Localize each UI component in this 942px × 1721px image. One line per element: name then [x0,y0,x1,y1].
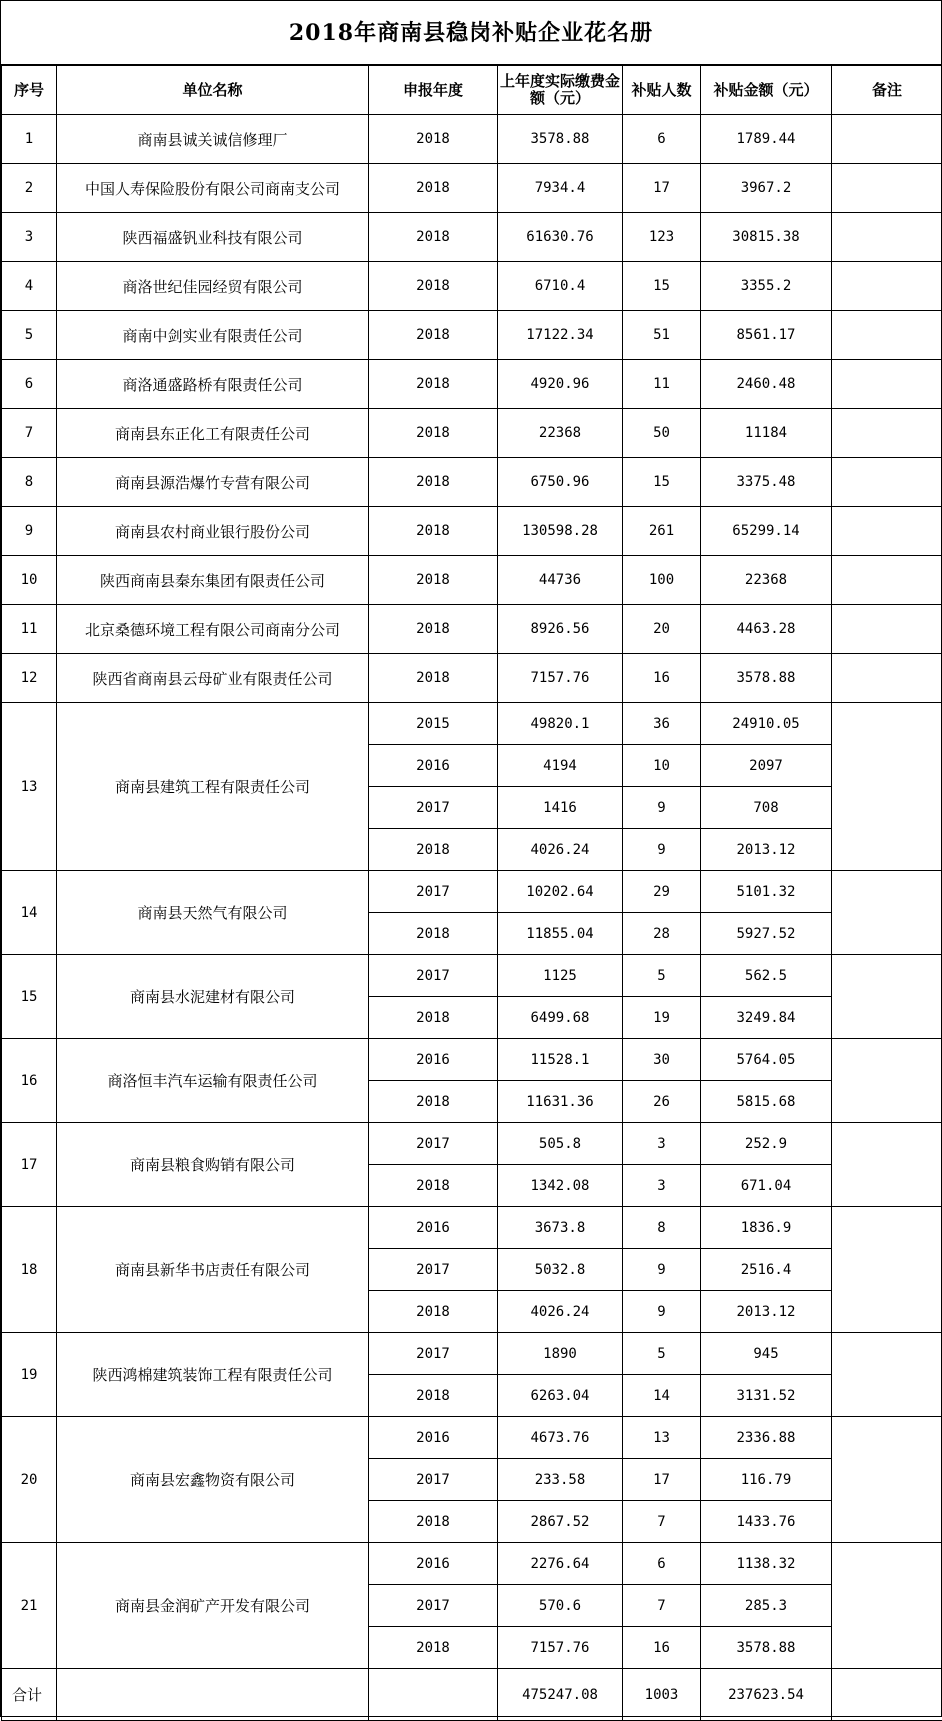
subsidy-amount: 1836.9 [701,1207,832,1249]
total-people: 1003 [623,1669,701,1721]
paid-amount: 1342.08 [498,1165,623,1207]
row-number: 14 [2,871,57,955]
report-year: 2016 [369,1543,498,1585]
subsidy-people: 29 [623,871,701,913]
report-year: 2018 [369,360,498,409]
table-body [2,115,942,1669]
subsidy-amount: 252.9 [701,1123,832,1165]
paid-amount: 49820.1 [498,703,623,745]
paid-amount: 130598.28 [498,507,623,556]
remark [832,507,942,556]
table-row [2,458,942,507]
header-name: 单位名称 [57,66,369,115]
header-remark: 备注 [832,66,942,115]
row-number: 18 [2,1207,57,1333]
report-year: 2018 [369,1627,498,1669]
row-number: 3 [2,213,57,262]
remark [832,871,942,955]
remark [832,409,942,458]
company-name: 商南县宏鑫物资有限公司 [57,1417,369,1543]
report-year: 2018 [369,115,498,164]
table-row [2,262,942,311]
paid-amount: 61630.76 [498,213,623,262]
subsidy-amount: 5764.05 [701,1039,832,1081]
subsidy-people: 6 [623,115,701,164]
report-year: 2016 [369,1207,498,1249]
paid-amount: 3673.8 [498,1207,623,1249]
report-year: 2018 [369,262,498,311]
remark [832,955,942,1039]
report-year: 2016 [369,1417,498,1459]
table-row [2,556,942,605]
subsidy-amount: 945 [701,1333,832,1375]
row-number: 8 [2,458,57,507]
paid-amount: 6499.68 [498,997,623,1039]
total-year-cell [369,1669,498,1721]
row-number: 4 [2,262,57,311]
report-year: 2018 [369,164,498,213]
header-row [2,66,942,115]
subsidy-amount: 8561.17 [701,311,832,360]
paid-amount: 4026.24 [498,829,623,871]
total-label: 合计 [2,1669,57,1721]
subsidy-amount: 11184 [701,409,832,458]
table-row [2,654,942,703]
paid-amount: 3578.88 [498,115,623,164]
table-row [2,871,942,913]
report-year: 2018 [369,1165,498,1207]
report-year: 2018 [369,409,498,458]
remark [832,1207,942,1333]
subsidy-people: 28 [623,913,701,955]
table-row [2,1417,942,1459]
page-title: 2018年商南县稳岗补贴企业花名册 [1,1,941,65]
report-year: 2017 [369,1459,498,1501]
total-subsidy: 237623.54 [701,1669,832,1721]
subsidy-people: 10 [623,745,701,787]
row-number: 15 [2,955,57,1039]
paid-amount: 4673.76 [498,1417,623,1459]
subsidy-amount: 30815.38 [701,213,832,262]
header-people: 补贴人数 [623,66,701,115]
row-number: 20 [2,1417,57,1543]
table-row [2,164,942,213]
company-name: 陕西福盛钒业科技有限公司 [57,213,369,262]
subsidy-amount: 1789.44 [701,115,832,164]
row-number: 2 [2,164,57,213]
subsidy-amount: 3249.84 [701,997,832,1039]
row-number: 19 [2,1333,57,1417]
subsidy-people: 261 [623,507,701,556]
subsidy-amount: 2013.12 [701,1291,832,1333]
paid-amount: 7934.4 [498,164,623,213]
subsidy-people: 100 [623,556,701,605]
row-number: 12 [2,654,57,703]
subsidy-amount: 3578.88 [701,1627,832,1669]
company-name: 商南中剑实业有限责任公司 [57,311,369,360]
subsidy-amount: 24910.05 [701,703,832,745]
row-number: 5 [2,311,57,360]
paid-amount: 10202.64 [498,871,623,913]
table-row [2,1207,942,1249]
report-year: 2018 [369,605,498,654]
subsidy-people: 8 [623,1207,701,1249]
remark [832,1333,942,1417]
table-row [2,360,942,409]
subsidy-people: 3 [623,1165,701,1207]
paid-amount: 11855.04 [498,913,623,955]
row-number: 16 [2,1039,57,1123]
company-name: 陕西省商南县云母矿业有限责任公司 [57,654,369,703]
subsidy-amount: 22368 [701,556,832,605]
report-year: 2017 [369,1585,498,1627]
paid-amount: 6710.4 [498,262,623,311]
subsidy-people: 9 [623,1249,701,1291]
company-name: 商南县金润矿产开发有限公司 [57,1543,369,1669]
total-remark [832,1669,942,1721]
subsidy-people: 17 [623,1459,701,1501]
subsidy-people: 9 [623,1291,701,1333]
subsidy-people: 7 [623,1501,701,1543]
remark [832,1039,942,1123]
remark [832,458,942,507]
paid-amount: 4920.96 [498,360,623,409]
subsidy-people: 36 [623,703,701,745]
subsidy-amount: 285.3 [701,1585,832,1627]
subsidy-people: 6 [623,1543,701,1585]
paid-amount: 4194 [498,745,623,787]
header-subsidy: 补贴金额（元） [701,66,832,115]
subsidy-amount: 1433.76 [701,1501,832,1543]
subsidy-amount: 3375.48 [701,458,832,507]
subsidy-amount: 3967.2 [701,164,832,213]
table-row [2,1039,942,1081]
subsidy-amount: 5815.68 [701,1081,832,1123]
subsidy-amount: 3355.2 [701,262,832,311]
subsidy-amount: 671.04 [701,1165,832,1207]
subsidy-people: 7 [623,1585,701,1627]
paid-amount: 4026.24 [498,1291,623,1333]
table-row [2,1543,942,1585]
header-year: 申报年度 [369,66,498,115]
report-year: 2018 [369,1291,498,1333]
company-name: 商南县建筑工程有限责任公司 [57,703,369,871]
subsidy-people: 123 [623,213,701,262]
table-row [2,409,942,458]
subsidy-amount: 708 [701,787,832,829]
row-number: 17 [2,1123,57,1207]
paid-amount: 7157.76 [498,654,623,703]
subsidy-table [1,65,942,1721]
remark [832,164,942,213]
remark [832,360,942,409]
subsidy-people: 15 [623,458,701,507]
row-number: 7 [2,409,57,458]
subsidy-amount: 4463.28 [701,605,832,654]
subsidy-amount: 2516.4 [701,1249,832,1291]
subsidy-people: 5 [623,955,701,997]
paid-amount: 8926.56 [498,605,623,654]
paid-amount: 7157.76 [498,1627,623,1669]
remark [832,1123,942,1207]
subsidy-amount: 2013.12 [701,829,832,871]
subsidy-people: 17 [623,164,701,213]
table-row [2,213,942,262]
row-number: 1 [2,115,57,164]
table-row [2,703,942,745]
subsidy-people: 9 [623,829,701,871]
subsidy-people: 5 [623,1333,701,1375]
paid-amount: 2276.64 [498,1543,623,1585]
table-row [2,1123,942,1165]
subsidy-people: 50 [623,409,701,458]
table-row [2,605,942,654]
remark [832,556,942,605]
company-name: 陕西鸿棉建筑装饰工程有限责任公司 [57,1333,369,1417]
company-name: 商南县粮食购销有限公司 [57,1123,369,1207]
report-year: 2018 [369,213,498,262]
subsidy-amount: 2460.48 [701,360,832,409]
paid-amount: 22368 [498,409,623,458]
subsidy-people: 3 [623,1123,701,1165]
subsidy-amount: 5927.52 [701,913,832,955]
row-number: 21 [2,1543,57,1669]
report-year: 2016 [369,1039,498,1081]
company-name: 商南县水泥建材有限公司 [57,955,369,1039]
subsidy-people: 16 [623,1627,701,1669]
subsidy-people: 30 [623,1039,701,1081]
report-year: 2018 [369,829,498,871]
row-number: 9 [2,507,57,556]
subsidy-amount: 116.79 [701,1459,832,1501]
table-row [2,311,942,360]
paid-amount: 6263.04 [498,1375,623,1417]
company-name: 商南县新华书店责任有限公司 [57,1207,369,1333]
table-row [2,507,942,556]
report-year: 2017 [369,1333,498,1375]
report-year: 2018 [369,311,498,360]
remark [832,703,942,871]
table-row [2,115,942,164]
header-paid: 上年度实际缴费金额（元） [498,66,623,115]
report-year: 2018 [369,1501,498,1543]
company-name: 商南县农村商业银行股份公司 [57,507,369,556]
paid-amount: 44736 [498,556,623,605]
subsidy-people: 26 [623,1081,701,1123]
company-name: 中国人寿保险股份有限公司商南支公司 [57,164,369,213]
row-number: 10 [2,556,57,605]
subsidy-people: 19 [623,997,701,1039]
report-year: 2018 [369,654,498,703]
subsidy-people: 11 [623,360,701,409]
remark [832,262,942,311]
remark [832,605,942,654]
report-year: 2018 [369,458,498,507]
total-row [2,1669,942,1721]
report-year: 2018 [369,556,498,605]
paid-amount: 11528.1 [498,1039,623,1081]
subsidy-amount: 1138.32 [701,1543,832,1585]
report-year: 2018 [369,507,498,556]
paid-amount: 11631.36 [498,1081,623,1123]
paid-amount: 570.6 [498,1585,623,1627]
report-year: 2018 [369,997,498,1039]
subsidy-amount: 65299.14 [701,507,832,556]
row-number: 6 [2,360,57,409]
subsidy-people: 15 [623,262,701,311]
paid-amount: 6750.96 [498,458,623,507]
report-year: 2018 [369,913,498,955]
subsidy-amount: 3578.88 [701,654,832,703]
subsidy-people: 16 [623,654,701,703]
paid-amount: 17122.34 [498,311,623,360]
report-year: 2017 [369,787,498,829]
remark [832,1543,942,1669]
subsidy-amount: 2097 [701,745,832,787]
paid-amount: 233.58 [498,1459,623,1501]
report-year: 2017 [369,871,498,913]
remark [832,311,942,360]
company-name: 商洛世纪佳园经贸有限公司 [57,262,369,311]
subsidy-people: 9 [623,787,701,829]
remark [832,1417,942,1543]
subsidy-people: 51 [623,311,701,360]
subsidy-people: 20 [623,605,701,654]
remark [832,654,942,703]
row-number: 11 [2,605,57,654]
report-year: 2017 [369,1249,498,1291]
remark [832,115,942,164]
company-name: 商南县东正化工有限责任公司 [57,409,369,458]
company-name: 商南县诚关诚信修理厂 [57,115,369,164]
row-number: 13 [2,703,57,871]
report-year: 2015 [369,703,498,745]
company-name: 商洛恒丰汽车运输有限责任公司 [57,1039,369,1123]
company-name: 商南县天然气有限公司 [57,871,369,955]
subsidy-amount: 5101.32 [701,871,832,913]
report-year: 2018 [369,1375,498,1417]
company-name: 陕西商南县秦东集团有限责任公司 [57,556,369,605]
subsidy-amount: 3131.52 [701,1375,832,1417]
company-name: 商洛通盛路桥有限责任公司 [57,360,369,409]
paid-amount: 2867.52 [498,1501,623,1543]
total-name-cell [57,1669,369,1721]
report-year: 2016 [369,745,498,787]
paid-amount: 1416 [498,787,623,829]
subsidy-amount: 562.5 [701,955,832,997]
paid-amount: 1890 [498,1333,623,1375]
table-row [2,955,942,997]
paid-amount: 5032.8 [498,1249,623,1291]
subsidy-people: 13 [623,1417,701,1459]
subsidy-amount: 2336.88 [701,1417,832,1459]
paid-amount: 1125 [498,955,623,997]
remark [832,213,942,262]
report-year: 2017 [369,1123,498,1165]
total-paid: 475247.08 [498,1669,623,1721]
company-name: 北京桑德环境工程有限公司商南分公司 [57,605,369,654]
company-name: 商南县源浩爆竹专营有限公司 [57,458,369,507]
report-year: 2017 [369,955,498,997]
report-year: 2018 [369,1081,498,1123]
header-no: 序号 [2,66,57,115]
table-row [2,1333,942,1375]
subsidy-people: 14 [623,1375,701,1417]
paid-amount: 505.8 [498,1123,623,1165]
